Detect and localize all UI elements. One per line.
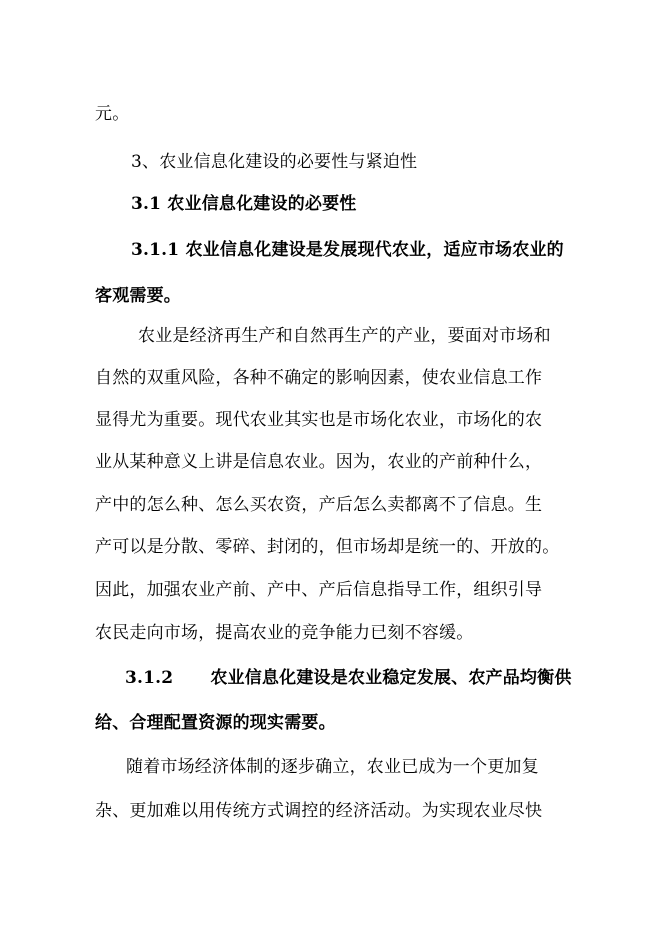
paragraph-1-line: 显得尤为重要。现代农业其实也是市场化农业，市场化的农 [95,410,543,430]
section-heading-3: 3、农业信息化建设的必要性与紧迫性 [131,152,418,172]
paragraph-2-line: 随着市场经济体制的逐步确立，农业已成为一个更加复 [126,757,539,777]
paragraph-1-line: 农业是经济再生产和自然再生产的产业，要面对市场和 [138,326,551,346]
paragraph-1-line: 业从某种意义上讲是信息农业。因为，农业的产前种什么， [95,452,543,472]
section-heading-3-1: 3.1 农业信息化建设的必要性 [131,194,357,214]
paragraph-1-line: 产中的怎么种、怎么买农资，产后怎么卖都离不了信息。生 [95,495,543,515]
heading-number: 3.1.2 [125,668,174,688]
section-heading-3-1-1-line1: 3.1.1 农业信息化建设是发展现代农业，适应市场农业的 [131,240,564,260]
paragraph-1-line: 自然的双重风险，各种不确定的影响因素，使农业信息工作 [95,368,543,388]
heading-text: 农业信息化建设是农业稳定发展、农产品均衡供 [210,668,572,688]
section-heading-3-1-2-line2: 给、合理配置资源的现实需要。 [95,713,336,733]
paragraph-1-line: 农民走向市场，提高农业的竞争能力已刻不容缓。 [95,623,474,643]
section-heading-3-1-2-line1 [125,666,572,690]
paragraph-2-line: 杂、更加难以用传统方式调控的经济活动。为实现农业尽快 [95,801,543,821]
section-heading-3-1-1-line2: 客观需要。 [95,286,181,306]
paragraph-1-line: 产可以是分散、零碎、封闭的，但市场却是统一的、开放的。 [95,537,560,557]
continuation-text: 元。 [95,104,130,124]
paragraph-1-line: 因此，加强农业产前、产中、产后信息指导工作，组织引导 [95,580,543,600]
